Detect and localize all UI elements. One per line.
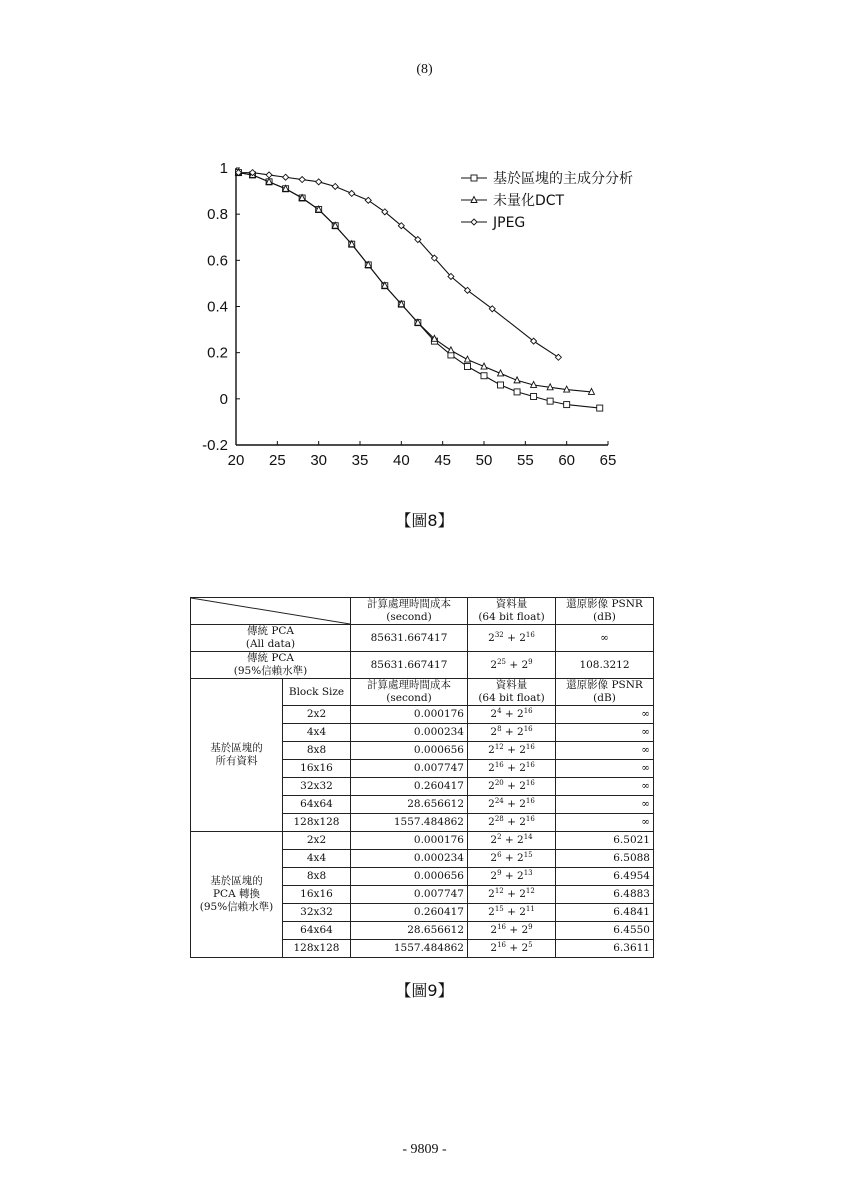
data-point [283,174,289,180]
x-tick-label: 35 [351,452,369,469]
block-size-cell: 128x128 [283,814,351,832]
block-size-cell: 32x32 [283,904,351,922]
data-size-cell: $2^{28} + 2^{16}$ [468,814,556,832]
block-size-cell: 8x8 [283,742,351,760]
data-point [555,354,561,360]
time-cell: 85631.667417 [351,625,468,652]
psnr-cell: ∞ [556,706,654,724]
psnr-cell: ∞ [556,760,654,778]
data-point [564,402,570,408]
x-tick-label: 30 [310,452,328,469]
x-tick-label: 60 [558,452,576,469]
block-size-cell: 2x2 [283,706,351,724]
data-size-cell: $2^8 + 2^{16}$ [468,724,556,742]
psnr-cell: 6.3611 [556,940,654,958]
psnr-cell: ∞ [556,778,654,796]
sub-header-row [191,679,654,706]
data-point [316,179,322,185]
header-time: 計算處理時間成本 (second) [351,679,468,706]
y-tick-label: 1 [219,160,228,177]
time-cell: 0.260417 [351,778,468,796]
data-size-cell: $2^9 + 2^{13}$ [468,868,556,886]
y-tick-label: 0.8 [207,206,228,224]
legend-marker [471,219,477,225]
data-size-cell: $2^{16} + 2^5$ [468,940,556,958]
data-point [498,382,504,388]
data-size-cell: $2^{24} + 2^{16}$ [468,796,556,814]
time-cell: 85631.667417 [351,652,468,679]
data-size-cell: $2^2 + 2^{14}$ [468,832,556,850]
psnr-cell: 6.5021 [556,832,654,850]
block-size-cell: 64x64 [283,922,351,940]
x-tick-label: 55 [516,452,534,469]
data-point [349,190,355,196]
x-tick-label: 40 [392,452,410,469]
data-point [448,347,454,353]
block-size-cell: 16x16 [283,886,351,904]
data-size-cell: $2^{16} + 2^{16}$ [468,760,556,778]
time-cell: 0.000234 [351,850,468,868]
data-point [266,172,272,178]
legend-marker [471,175,477,181]
line-chart [196,150,636,480]
time-cell: 0.007747 [351,886,468,904]
header-block-size: Block Size [283,679,351,706]
block-size-cell: 16x16 [283,760,351,778]
psnr-cell: 6.4954 [556,868,654,886]
psnr-cell: ∞ [556,625,654,652]
time-cell: 0.007747 [351,760,468,778]
data-point [547,398,553,404]
data-point [464,364,470,370]
y-tick-label: -0.2 [202,437,228,454]
header-psnr: 還原影像 PSNR (dB) [556,679,654,706]
data-size-cell: $2^{12} + 2^{16}$ [468,742,556,760]
data-size-cell: $2^6 + 2^{15}$ [468,850,556,868]
table-row [191,625,654,652]
y-tick-label: 0.6 [207,252,228,270]
page-number-top: (8) [416,62,433,77]
data-point [464,356,470,362]
page-footer: - 9809 - [402,1142,447,1157]
data-size-cell: $2^{25} + 2^9$ [468,652,556,679]
y-tick-label: 0.4 [207,298,228,316]
data-point [332,183,338,189]
figure9-table [190,597,653,958]
time-cell: 28.656612 [351,796,468,814]
psnr-cell: 6.4841 [556,904,654,922]
time-cell: 0.260417 [351,904,468,922]
header-data: 資料量 (64 bit float) [468,598,556,625]
x-tick-label: 45 [434,452,452,469]
legend-label: 未量化DCT [493,193,565,209]
time-cell: 1557.484862 [351,814,468,832]
data-size-cell: $2^{15} + 2^{11}$ [468,904,556,922]
psnr-cell: 6.4550 [556,922,654,940]
table-row [191,652,654,679]
data-size-cell: $2^4 + 2^{16}$ [468,706,556,724]
table-header-row [191,598,654,625]
y-tick-label: 0 [219,390,228,408]
psnr-cell: 6.4883 [556,886,654,904]
time-cell: 1557.484862 [351,940,468,958]
time-cell: 0.000176 [351,832,468,850]
legend-label: JPEG [493,215,526,231]
header-time: 計算處理時間成本 (second) [351,598,468,625]
figure8-caption: 【圖8】 [395,511,454,530]
block-size-cell: 8x8 [283,868,351,886]
psnr-cell: ∞ [556,796,654,814]
x-tick-label: 50 [475,452,493,469]
table-row [191,832,654,850]
time-cell: 28.656612 [351,922,468,940]
figure9-caption: 【圖9】 [395,981,454,1000]
psnr-cell: 6.5088 [556,850,654,868]
x-tick-label: 20 [227,452,245,469]
data-size-cell: $2^{12} + 2^{12}$ [468,886,556,904]
psnr-cell: ∞ [556,814,654,832]
x-tick-label: 65 [599,452,617,469]
data-size-cell: $2^{20} + 2^{16}$ [468,778,556,796]
data-point [514,389,520,395]
header-data: 資料量 (64 bit float) [468,679,556,706]
row-label: 傳統 PCA (All data) [191,625,351,652]
group-label: 基於區塊的 所有資料 [191,679,283,832]
block-size-cell: 4x4 [283,850,351,868]
psnr-cell: ∞ [556,724,654,742]
psnr-cell: 108.3212 [556,652,654,679]
block-size-cell: 4x4 [283,724,351,742]
data-point [597,405,603,411]
block-size-cell: 32x32 [283,778,351,796]
data-point [531,394,537,400]
data-point [481,373,487,379]
block-size-cell: 128x128 [283,940,351,958]
time-cell: 0.000656 [351,868,468,886]
y-tick-label: 0.2 [207,344,228,362]
data-point [299,177,305,183]
time-cell: 0.000234 [351,724,468,742]
block-size-cell: 2x2 [283,832,351,850]
data-size-cell: $2^{32} + 2^{16}$ [468,625,556,652]
figure8-chart [196,150,636,480]
header-psnr: 還原影像 PSNR (dB) [556,598,654,625]
diagonal-header-cell [191,598,351,625]
group-label: 基於區塊的 PCA 轉換 (95%信賴水準) [191,832,283,958]
data-size-cell: $2^{16} + 2^9$ [468,922,556,940]
row-label: 傳統 PCA (95%信賴水準) [191,652,351,679]
block-size-cell: 64x64 [283,796,351,814]
x-tick-label: 25 [268,452,286,469]
time-cell: 0.000656 [351,742,468,760]
psnr-cell: ∞ [556,742,654,760]
legend-label: 基於區塊的主成分分析 [493,171,633,187]
time-cell: 0.000176 [351,706,468,724]
